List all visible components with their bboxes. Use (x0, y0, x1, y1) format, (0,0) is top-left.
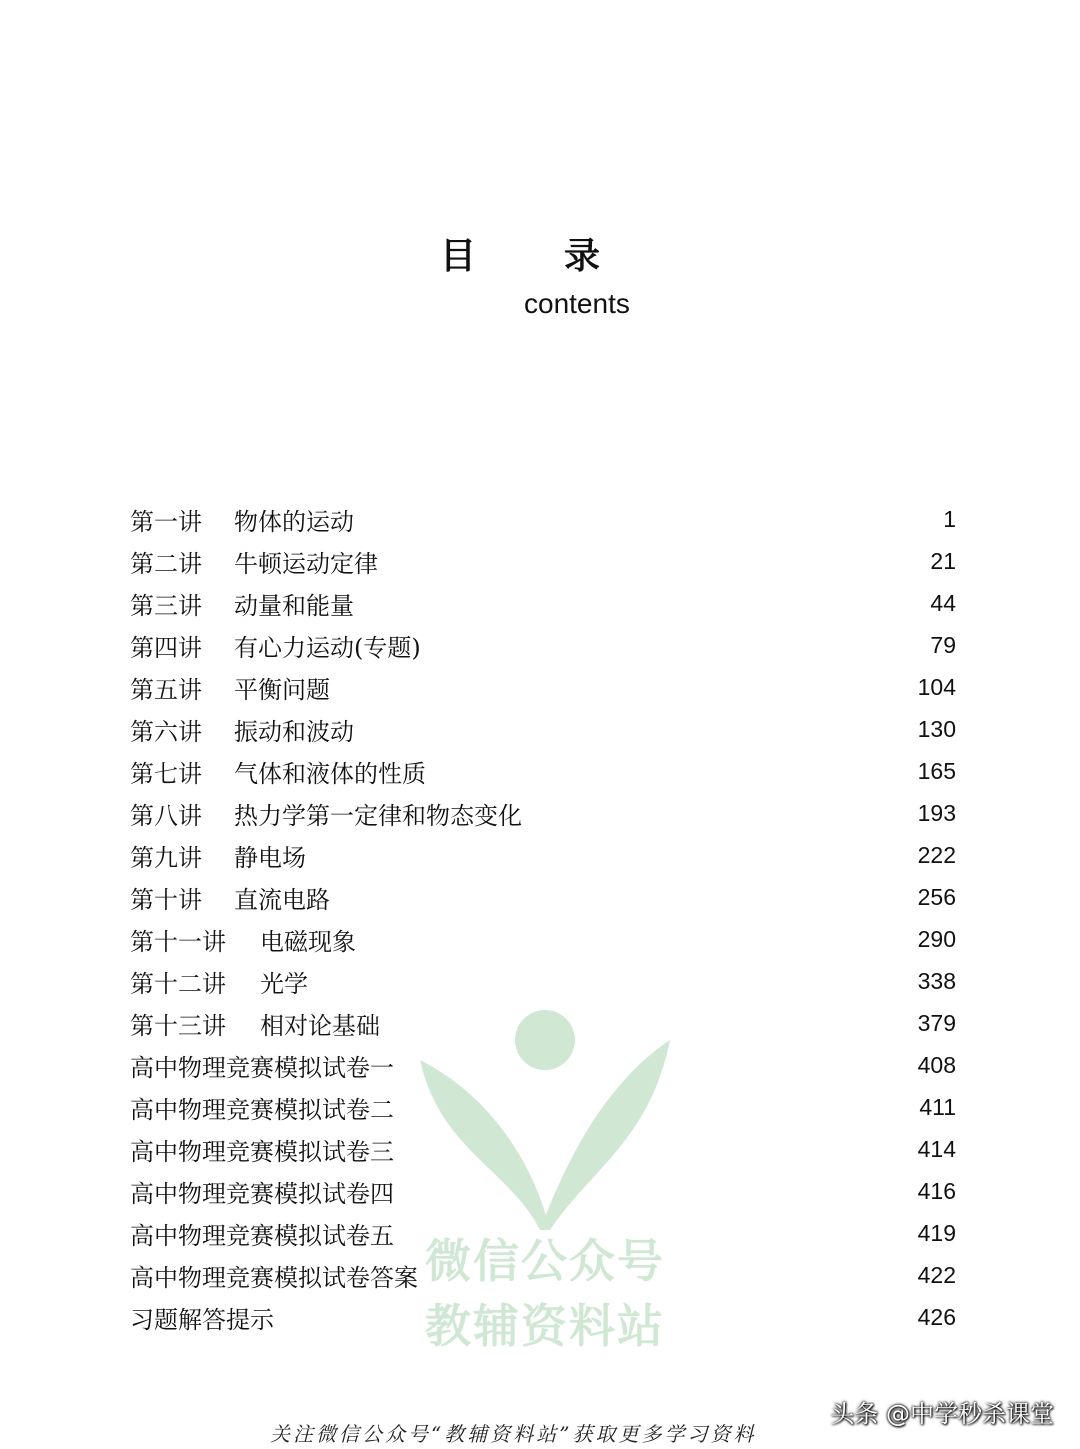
toc-title: 高中物理竞赛模拟试卷四 (130, 1179, 394, 1208)
toc-page-number: 222 (917, 841, 956, 868)
toc-chapter-label: 第五讲 (130, 675, 202, 704)
page-title (440, 228, 600, 279)
toc-page-number: 104 (917, 673, 956, 700)
table-of-contents (130, 498, 956, 1338)
toc-title: 习题解答提示 (130, 1305, 274, 1334)
toc-row[interactable] (130, 960, 956, 1002)
toc-row[interactable] (130, 1128, 956, 1170)
toc-entry (130, 754, 426, 789)
toc-page-number: 256 (917, 883, 956, 910)
toc-chapter-label: 第四讲 (130, 633, 202, 662)
toc-entry (130, 544, 378, 579)
toc-title: 高中物理竞赛模拟试卷一 (130, 1053, 394, 1082)
toc-row[interactable] (130, 876, 956, 918)
toc-chapter-label: 第十二讲 (130, 969, 226, 998)
toc-entry (130, 1300, 274, 1335)
toc-title: 高中物理竞赛模拟试卷三 (130, 1137, 394, 1166)
toc-title: 动量和能量 (234, 591, 354, 620)
toc-chapter-label: 第三讲 (130, 591, 202, 620)
toc-row[interactable] (130, 708, 956, 750)
toc-page-number: 21 (930, 547, 956, 574)
toc-chapter-label: 第一讲 (130, 507, 202, 536)
toc-entry (130, 1174, 394, 1209)
toc-title: 气体和液体的性质 (234, 759, 426, 788)
toc-entry (130, 1048, 394, 1083)
toc-page-number: 79 (930, 631, 956, 658)
toc-title: 有心力运动(专题) (234, 633, 421, 662)
toc-page-number: 419 (917, 1219, 956, 1246)
toc-page-number: 165 (917, 757, 956, 784)
toc-entry (130, 1132, 394, 1167)
toc-title: 直流电路 (234, 885, 330, 914)
toc-chapter-label: 第十讲 (130, 885, 202, 914)
toc-page-number: 422 (917, 1261, 956, 1288)
toc-row[interactable] (130, 624, 956, 666)
title-char-1: 目 (440, 235, 477, 277)
footer-note: 关注微信公众号“教辅资料站”获取更多学习资料 (270, 1422, 757, 1446)
toc-row[interactable] (130, 666, 956, 708)
toc-chapter-label: 第七讲 (130, 759, 202, 788)
toc-row[interactable] (130, 1212, 956, 1254)
toc-chapter-label: 第十三讲 (130, 1011, 226, 1040)
toc-page-number: 338 (917, 967, 956, 994)
toc-page-number: 379 (917, 1009, 956, 1036)
toc-chapter-label: 第十一讲 (130, 927, 226, 956)
toc-entry (130, 880, 330, 915)
toc-page-number: 426 (917, 1303, 956, 1330)
credit-watermark: 头条 @中学秒杀课堂 (830, 1400, 1054, 1428)
toc-page-number: 416 (917, 1177, 956, 1204)
toc-row[interactable] (130, 792, 956, 834)
watermark-line-2: 教辅资料站 (425, 1299, 665, 1353)
toc-page-number: 414 (917, 1135, 956, 1162)
title-char-2: 录 (563, 235, 600, 277)
page-subtitle: contents (524, 288, 630, 319)
toc-title: 相对论基础 (260, 1011, 380, 1040)
toc-entry (130, 670, 330, 705)
toc-chapter-label: 第八讲 (130, 801, 202, 830)
watermark-line-1: 微信公众号 (425, 1234, 665, 1288)
toc-title: 高中物理竞赛模拟试卷答案 (130, 1263, 418, 1292)
toc-page-number: 130 (917, 715, 956, 742)
toc-title: 热力学第一定律和物态变化 (234, 801, 522, 830)
toc-row[interactable] (130, 1002, 956, 1044)
toc-page-number: 193 (917, 799, 956, 826)
toc-row[interactable] (130, 1170, 956, 1212)
toc-title: 光学 (260, 969, 308, 998)
toc-page-number: 44 (930, 589, 956, 616)
toc-title: 振动和波动 (234, 717, 354, 746)
toc-row[interactable] (130, 540, 956, 582)
toc-title: 高中物理竞赛模拟试卷五 (130, 1221, 394, 1250)
toc-title: 静电场 (234, 843, 306, 872)
toc-entry (130, 586, 354, 621)
toc-title: 平衡问题 (234, 675, 330, 704)
toc-title: 物体的运动 (234, 507, 354, 536)
toc-row[interactable] (130, 918, 956, 960)
toc-row[interactable] (130, 750, 956, 792)
toc-entry (130, 628, 421, 663)
toc-entry (130, 964, 308, 999)
toc-entry (130, 1090, 394, 1125)
toc-title: 电磁现象 (260, 927, 356, 956)
toc-page-number: 290 (917, 925, 956, 952)
toc-row[interactable] (130, 1044, 956, 1086)
toc-row[interactable] (130, 1296, 956, 1338)
toc-entry (130, 1258, 418, 1293)
toc-title: 高中物理竞赛模拟试卷二 (130, 1095, 394, 1124)
toc-entry (130, 502, 354, 537)
toc-entry (130, 1216, 394, 1251)
toc-entry (130, 796, 522, 831)
toc-page-number: 411 (919, 1093, 956, 1120)
toc-page-number: 408 (917, 1051, 956, 1078)
toc-entry (130, 838, 306, 873)
toc-chapter-label: 第九讲 (130, 843, 202, 872)
toc-entry (130, 712, 354, 747)
toc-page-number: 1 (943, 505, 956, 532)
toc-chapter-label: 第二讲 (130, 549, 202, 578)
toc-row[interactable] (130, 498, 956, 540)
toc-chapter-label: 第六讲 (130, 717, 202, 746)
toc-entry (130, 1006, 380, 1041)
toc-row[interactable] (130, 1086, 956, 1128)
toc-entry (130, 922, 356, 957)
toc-title: 牛顿运动定律 (234, 549, 378, 578)
toc-row[interactable] (130, 1254, 956, 1296)
toc-row[interactable] (130, 834, 956, 876)
toc-row[interactable] (130, 582, 956, 624)
